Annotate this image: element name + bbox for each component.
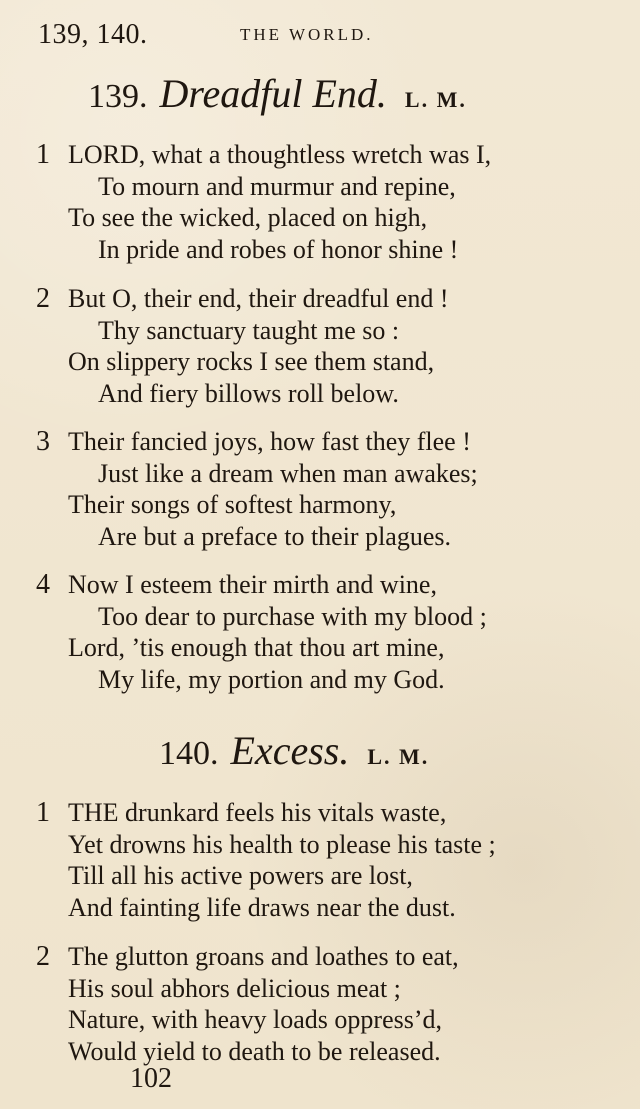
verse-text: Just like a dream when man awakes; bbox=[98, 458, 478, 488]
hymn-meter: L. M. bbox=[367, 744, 430, 769]
stanza-line bbox=[36, 797, 626, 829]
hymn-title: Dreadful End. bbox=[159, 71, 387, 116]
stanza-line bbox=[36, 171, 626, 203]
verse-text: To see the wicked, placed on high, bbox=[68, 203, 428, 232]
verse-text: LORD, what a thoughtless wretch was I, bbox=[68, 140, 492, 169]
stanza-140-2 bbox=[36, 941, 626, 1067]
stanza-line bbox=[36, 973, 626, 1005]
stanza-number: 2 bbox=[36, 283, 50, 314]
verse-text: Would yield to death to be released. bbox=[68, 1036, 441, 1066]
verse-text: Nature, with heavy loads oppress’d, bbox=[68, 1005, 443, 1034]
verse-text: My life, my portion and my God. bbox=[98, 664, 445, 694]
verse-text: And fiery billows roll below. bbox=[98, 378, 399, 408]
verse-text: Their songs of softest harmony, bbox=[68, 490, 397, 519]
page-range: 139, 140. bbox=[38, 19, 148, 50]
hymn-number: 140. bbox=[159, 735, 219, 772]
stanza-line bbox=[36, 632, 626, 664]
stanza-line bbox=[36, 569, 626, 601]
verse-text: Now I esteem their mirth and wine, bbox=[68, 570, 437, 599]
verse-text: Too dear to purchase with my blood ; bbox=[98, 601, 487, 631]
stanza-line bbox=[36, 139, 626, 171]
stanza-number: 1 bbox=[36, 797, 50, 828]
stanza-line bbox=[36, 234, 626, 266]
verse-text: In pride and robes of honor shine ! bbox=[98, 234, 459, 264]
stanza-line bbox=[36, 346, 626, 378]
verse-text: And fainting life draws near the dust. bbox=[68, 892, 456, 922]
stanza-line bbox=[36, 860, 626, 892]
verse-text: But O, their end, their dreadful end ! bbox=[68, 284, 449, 313]
stanza-line bbox=[36, 1004, 626, 1036]
verse-text: Their fancied joys, how fast they flee ! bbox=[68, 427, 471, 456]
verse-text: Lord, ’tis enough that thou art mine, bbox=[68, 633, 445, 662]
stanza-line bbox=[36, 1036, 626, 1068]
stanza-number: 2 bbox=[36, 941, 50, 972]
stanza-line bbox=[36, 829, 626, 861]
stanza-line bbox=[36, 378, 626, 410]
stanza-number: 3 bbox=[36, 426, 50, 457]
verse-text: THE drunkard feels his vitals waste, bbox=[68, 798, 447, 827]
stanza-line bbox=[36, 489, 626, 521]
stanza-line bbox=[36, 315, 626, 347]
verse-text: Till all his active powers are lost, bbox=[68, 861, 413, 890]
stanza-139-4 bbox=[36, 569, 626, 695]
hymn-heading-140 bbox=[159, 729, 429, 773]
stanza-line bbox=[36, 202, 626, 234]
hymn-title: Excess. bbox=[230, 728, 350, 773]
stanza-line bbox=[36, 892, 626, 924]
running-head bbox=[38, 18, 602, 52]
stanza-line bbox=[36, 521, 626, 553]
stanza-line bbox=[36, 601, 626, 633]
stanza-139-2 bbox=[36, 283, 626, 409]
stanza-number: 1 bbox=[36, 139, 50, 170]
stanza-139-3 bbox=[36, 426, 626, 552]
stanza-line bbox=[36, 283, 626, 315]
section-title: THE WORLD. bbox=[240, 25, 374, 44]
stanza-number: 4 bbox=[36, 569, 50, 600]
verse-text: His soul abhors delicious meat ; bbox=[68, 973, 401, 1003]
stanza-139-1 bbox=[36, 139, 626, 265]
hymn-number: 139. bbox=[88, 78, 148, 115]
stanza-line bbox=[36, 664, 626, 696]
verse-text: Yet drowns his health to please his taste ; bbox=[68, 829, 496, 859]
stanza-140-1 bbox=[36, 797, 626, 923]
verse-text: On slippery rocks I see them stand, bbox=[68, 347, 435, 376]
verse-text: To mourn and murmur and repine, bbox=[98, 171, 456, 201]
verse-text: The glutton groans and loathes to eat, bbox=[68, 942, 459, 971]
stanza-line bbox=[36, 941, 626, 973]
stanza-line bbox=[36, 426, 626, 458]
page-number: 102 bbox=[130, 1063, 172, 1094]
stanza-line bbox=[36, 458, 626, 490]
verse-text: Are but a preface to their plagues. bbox=[98, 521, 452, 551]
hymn-heading-139 bbox=[88, 72, 467, 116]
hymn-meter: L. M. bbox=[404, 87, 467, 112]
verse-text: Thy sanctuary taught me so : bbox=[98, 315, 400, 345]
